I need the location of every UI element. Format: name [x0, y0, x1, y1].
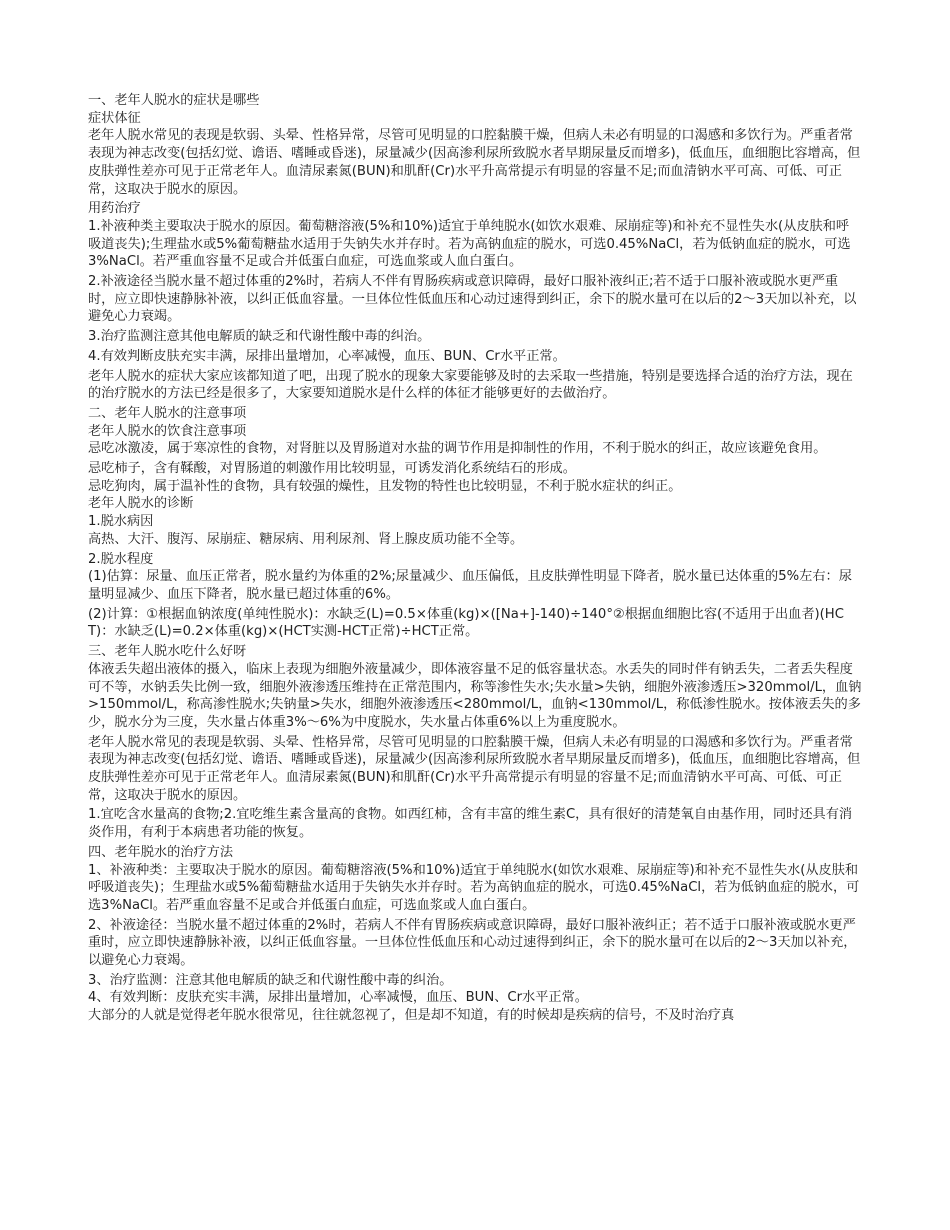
subheading-cause: 1.脱水病因 [88, 514, 154, 530]
paragraph-fluid-type: 1.补液种类主要取决于脱水的原因。葡萄糖溶液(5%和10%)适宜于单纯脱水(如饮水艰难、尿崩症等)和补充不显性失水(从皮肤和呼吸道丧失);生理盐水或5%葡萄糖盐水适用于失钠失水并存时。若为高钠血症的脱水，可选0.45%NaCl，若为低钠血症的脱水，可选3%NaCl。若严重血容量不足或合并低蛋白血症，可选血浆或人血白蛋白。 [88, 218, 851, 270]
paragraph-closing: 大部分的人就是觉得老年脱水很常见，往往就忽视了，但是却不知道，有的时候却是疾病的信号，不及时治疗真 [88, 1008, 735, 1024]
subheading-degree: 2.脱水程度 [88, 551, 154, 567]
section-heading-4: 四、老年脱水的治疗方法 [88, 844, 234, 860]
paragraph-treatment-type: 1、补液种类：主要取决于脱水的原因。葡萄糖溶液(5%和10%)适宜于单纯脱水(如饮水艰难、尿崩症等)和补充不显性失水(从皮肤和呼吸道丧失)；生理盐水或5%葡萄糖盐水适用于失钠失水并存时。若为高钠血症的脱水，可选0.45%NaCl，若为低钠血症的脱水，可选3%NaCl。若严重血容量不足或合并低蛋白血症，可选血浆或人血白蛋白。 [88, 862, 860, 913]
paragraph-avoid-dogmeat: 忌吃狗肉，属于温补性的食物，具有较强的燥性，且发物的特性也比较明显，不利于脱水症状的纠正。 [88, 478, 682, 494]
paragraph-estimate: (1)估算：尿量、血压正常者，脱水量约为体重的2%;尿量减少、血压偏低，且皮肤弹性明显下降者，脱水量已达体重的5%左右：尿量明显减少、血压下降者，脱水量已超过体重的6%。 [88, 569, 852, 602]
paragraph-calculation: (2)计算：①根据血钠浓度(单纯性脱水)：水缺乏(L)=0.5×体重(kg)×([Na+]-140)÷140°②根据血细胞比容(不适用于出血者)(HCT)：水缺乏(L)=0.2×体重(kg)×(HCT实测-HCT正常)÷HCT正常。 [88, 606, 844, 640]
subheading-symptoms: 症状体征 [88, 110, 141, 126]
paragraph-cause: 高热、大汗、腹泻、尿崩症、糖尿病、用利尿剂、肾上腺皮质功能不全等。 [88, 531, 524, 547]
paragraph-fluid-loss: 体液丢失超出液体的摄入，临床上表现为细胞外液量减少，即体液容量不足的低容量状态。水丢失的同时伴有钠丢失，二者丢失程度可不等，水钠丢失比例一致，细胞外液渗透压维持在正常范围内，称等渗性失水;失水量>失钠，细胞外液渗透压>320mmol/L，血钠>150mmol/L，称高渗性脱水;失钠量>失水，细胞外液渗透压<280mmol/L，血钠<130mmol/L，称低渗性脱水。按体液丢失的多少，脱水分为三度，失水量占体重3%～6%为中度脱水，失水量占体重6%以上为重度脱水。 [88, 661, 862, 730]
section-heading-3: 三、老年人脱水吃什么好呀 [88, 644, 247, 660]
paragraph-symptoms: 老年人脱水常见的表现是软弱、头晕、性格异常，尽管可见明显的口腔黏膜干燥，但病人未必有明显的口渴感和多饮行为。严重者常表现为神志改变(包括幻觉、谵语、嗜睡或昏迷)，尿量减少(因高渗利尿所致脱水者早期尿量反而增多)，低血压，血细胞比容增高，但皮肤弹性差亦可见于正常老年人。血清尿素氮(BUN)和肌酐(Cr)水平升高常提示有明显的容量不足;而血清钠水平可高、可低、可正常，这取决于脱水的原因。 [88, 128, 861, 197]
section-heading-2: 二、老年人脱水的注意事项 [88, 405, 247, 421]
paragraph-treatment-route: 2、补液途径：当脱水量不超过体重的2%时，若病人不伴有胃肠疾病或意识障碍，最好口服补液纠正；若不适于口服补液或脱水更严重时，应立即快速静脉补液，以纠正低血容量。一旦体位性低血压和心动过速得到纠正，余下的脱水量可在以后的2～3天加以补充，以避免心力衰竭。 [88, 917, 857, 969]
paragraph-monitoring: 3.治疗监测注意其他电解质的缺乏和代谢性酸中毒的纠治。 [88, 329, 431, 345]
paragraph-fluid-route: 2.补液途径当脱水量不超过体重的2%时，若病人不伴有胃肠疾病或意识障碍，最好口服补液纠正;若不适于口服补液或脱水更严重时，应立即快速静脉补液，以纠正低血容量。一旦体位性低血压和心动过速得到纠正，余下的脱水量可在以后的2～3天加以补充，以避免心力衰竭。 [88, 274, 857, 325]
subheading-diagnosis: 老年人脱水的诊断 [88, 496, 194, 512]
paragraph-symptoms-repeat: 老年人脱水常见的表现是软弱、头晕、性格异常，尽管可见明显的口腔黏膜干燥，但病人未必有明显的口渴感和多饮行为。严重者常表现为神志改变(包括幻觉、谵语、嗜睡或昏迷)，尿量减少(因高渗利尿所致脱水者早期尿量反而增多)，低血压，血细胞比容增高，但皮肤弹性差亦可见于正常老年人。血清尿素氮(BUN)和肌酐(Cr)水平升高常提示有明显的容量不足;而血清钠水平可高、可低、可正常，这取决于脱水的原因。 [88, 734, 861, 803]
paragraph-avoid-icecream: 忌吃冰激凌，属于寒凉性的食物，对肾脏以及胃肠道对水盐的调节作用是抑制性的作用，不利于脱水的纠正，故应该避免食用。 [88, 441, 827, 457]
section-heading-1: 一、老年人脱水的症状是哪些 [88, 93, 260, 108]
paragraph-treatment-monitoring: 3、治疗监测：注意其他电解质的缺乏和代谢性酸中毒的纠治。 [88, 972, 453, 988]
paragraph-assessment: 4.有效判断皮肤充实丰满，尿排出量增加，心率减慢，血压、BUN、Cr水平正常。 [88, 348, 566, 364]
subheading-diet: 老年人脱水的饮食注意事项 [88, 423, 247, 439]
subheading-medication: 用药治疗 [88, 201, 141, 217]
paragraph-avoid-persimmon: 忌吃柿子，含有鞣酸，对胃肠道的刺激作用比较明显，可诱发消化系统结石的形成。 [88, 461, 576, 477]
paragraph-treatment-assessment: 4、有效判断：皮肤充实丰满，尿排出量增加，心率减慢，血压、BUN、Cr水平正常。 [88, 990, 588, 1006]
paragraph-foods: 1.宜吃含水量高的食物;2.宜吃维生素含量高的食物。如西红柿，含有丰富的维生素C，具有很好的清楚氧自由基作用，同时还具有消炎作用，有利于本病患者功能的恢复。 [88, 807, 853, 841]
paragraph-summary: 老年人脱水的症状大家应该都知道了吧，出现了脱水的现象大家要能够及时的去采取一些措施，特别是要选择合适的治疗方法，现在的治疗脱水的方法已经是很多了，大家要知道脱水是什么样的体征才能够更好的去做治疗。 [88, 368, 853, 402]
